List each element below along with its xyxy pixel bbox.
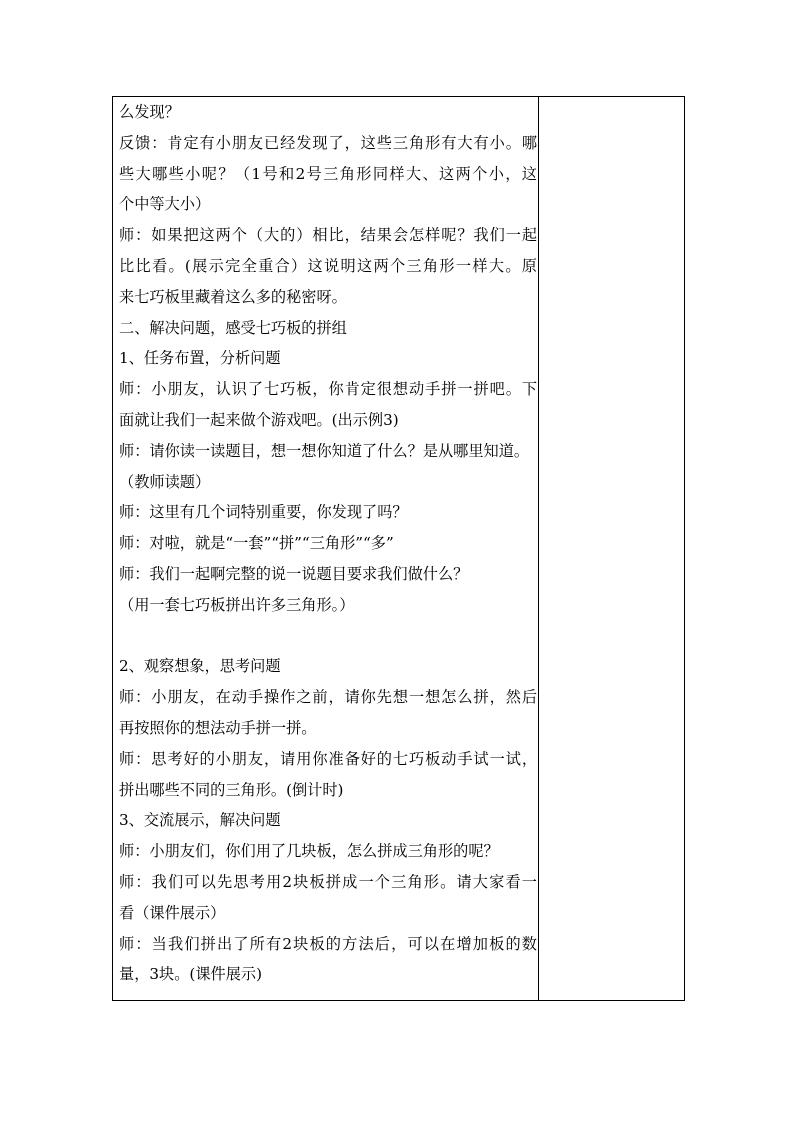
text-line: 个中等大小）: [119, 195, 211, 214]
text-line: 么发现？: [119, 103, 180, 121]
text-line: 比比看。(展示完全重合）这说明这两个三角形一样大。原: [119, 256, 537, 275]
text-line: （用一套七巧板拼出许多三角形。）: [119, 595, 355, 614]
lesson-content-cell: [119, 97, 537, 990]
text-line: 拼出哪些不同的三角形。(倒计时): [119, 780, 344, 799]
lesson-plan-table: [112, 96, 685, 1001]
text-line: 看（课件展示）: [119, 903, 226, 922]
text-line: 师：小朋友们，你们用了几块板，怎么拼成三角形的呢？: [119, 842, 499, 861]
text-line: 来七巧板里藏着这么多的秘密呀。: [119, 287, 347, 306]
subsection-heading: 1、任务布置，分析问题: [119, 349, 281, 368]
subsection-heading: 2、观察想象，思考问题: [119, 657, 281, 676]
text-line: 师：我们一起啊完整的说一说题目要求我们做什么？: [119, 564, 469, 583]
subsection-heading: 3、交流展示，解决问题: [119, 811, 281, 830]
text-line: 师：小朋友，认识了七巧板，你肯定很想动手拼一拼吧。下: [119, 380, 537, 399]
text-line: 师：如果把这两个（大的）相比，结果会怎样呢？我们一起: [119, 226, 537, 245]
text-line: （教师读题）: [119, 472, 211, 491]
blank-line: [119, 621, 537, 652]
text-line: 师：思考好的小朋友，请用你准备好的七巧板动手试一试，: [119, 749, 537, 768]
text-line: 师：我们可以先思考用2块板拼成一个三角形。请大家看一: [119, 872, 537, 891]
text-line: 师：这里有几个词特别重要，你发现了吗？: [119, 503, 408, 522]
text-line: 量，3块。(课件展示): [119, 965, 263, 984]
text-line: 师：小朋友，在动手操作之前，请你先想一想怎么拼，然后: [119, 688, 537, 707]
notes-cell: [539, 97, 684, 1000]
text-line: 再按照你的想法动手拼一拼。: [119, 718, 317, 737]
text-line: 师：当我们拼出了所有2块板的方法后，可以在增加板的数: [119, 934, 537, 953]
text-line: 师：对啦，就是“一套”“拼”“三角形”“多”: [119, 534, 394, 553]
text-line: 面就让我们一起来做个游戏吧。(出示例3): [119, 410, 399, 429]
text-line: 些大哪些小呢？（1号和2号三角形同样大、这两个小，这: [119, 164, 537, 183]
text-line: 师：请你读一读题目，想一想你知道了什么？是从哪里知道。: [119, 441, 530, 460]
section-heading: 二、解决问题，感受七巧板的拼组: [119, 318, 347, 337]
text-line: 反馈：肯定有小朋友已经发现了，这些三角形有大有小。哪: [119, 133, 537, 152]
